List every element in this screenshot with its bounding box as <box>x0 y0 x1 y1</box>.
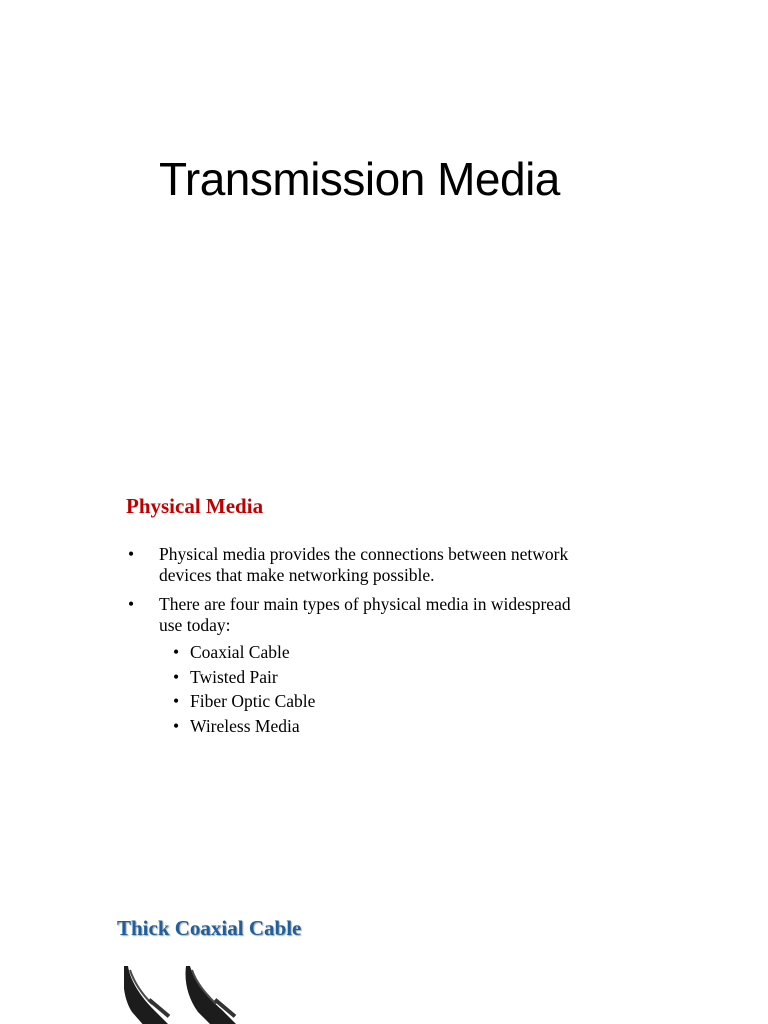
bullet-marker: • <box>173 642 180 662</box>
thick-coaxial-heading: Thick Coaxial Cable <box>117 916 302 940</box>
list-item <box>173 665 586 690</box>
bullet-text: There are four main types of physical media in widespread use today: <box>159 594 571 635</box>
coaxial-cable-photo-icon <box>124 966 304 1024</box>
bullet-text: Physical media provides the connections between network devices that make networking possible. <box>159 544 569 585</box>
list-item <box>126 544 586 586</box>
media-type-twisted-pair: Twisted Pair <box>190 666 278 687</box>
bullet-marker: • <box>128 594 135 614</box>
list-item <box>173 640 586 665</box>
media-types-list <box>159 640 586 738</box>
list-item <box>173 714 586 739</box>
media-type-coaxial: Coaxial Cable <box>190 642 290 662</box>
list-item <box>173 689 586 714</box>
bullet-marker: • <box>128 544 135 564</box>
bullet-marker: • <box>173 666 180 687</box>
list-item <box>126 594 586 738</box>
physical-media-slide <box>0 440 768 880</box>
physical-media-heading: Physical Media <box>126 494 264 518</box>
bullet-list <box>126 544 586 746</box>
media-type-fiber-optic: Fiber Optic Cable <box>190 691 316 711</box>
media-type-wireless: Wireless Media <box>190 715 300 736</box>
bullet-marker: • <box>173 715 180 736</box>
title-slide <box>0 0 768 440</box>
thick-coaxial-slide <box>0 880 768 1024</box>
bullet-marker: • <box>173 691 180 711</box>
page-title: Transmission Media <box>159 153 560 205</box>
